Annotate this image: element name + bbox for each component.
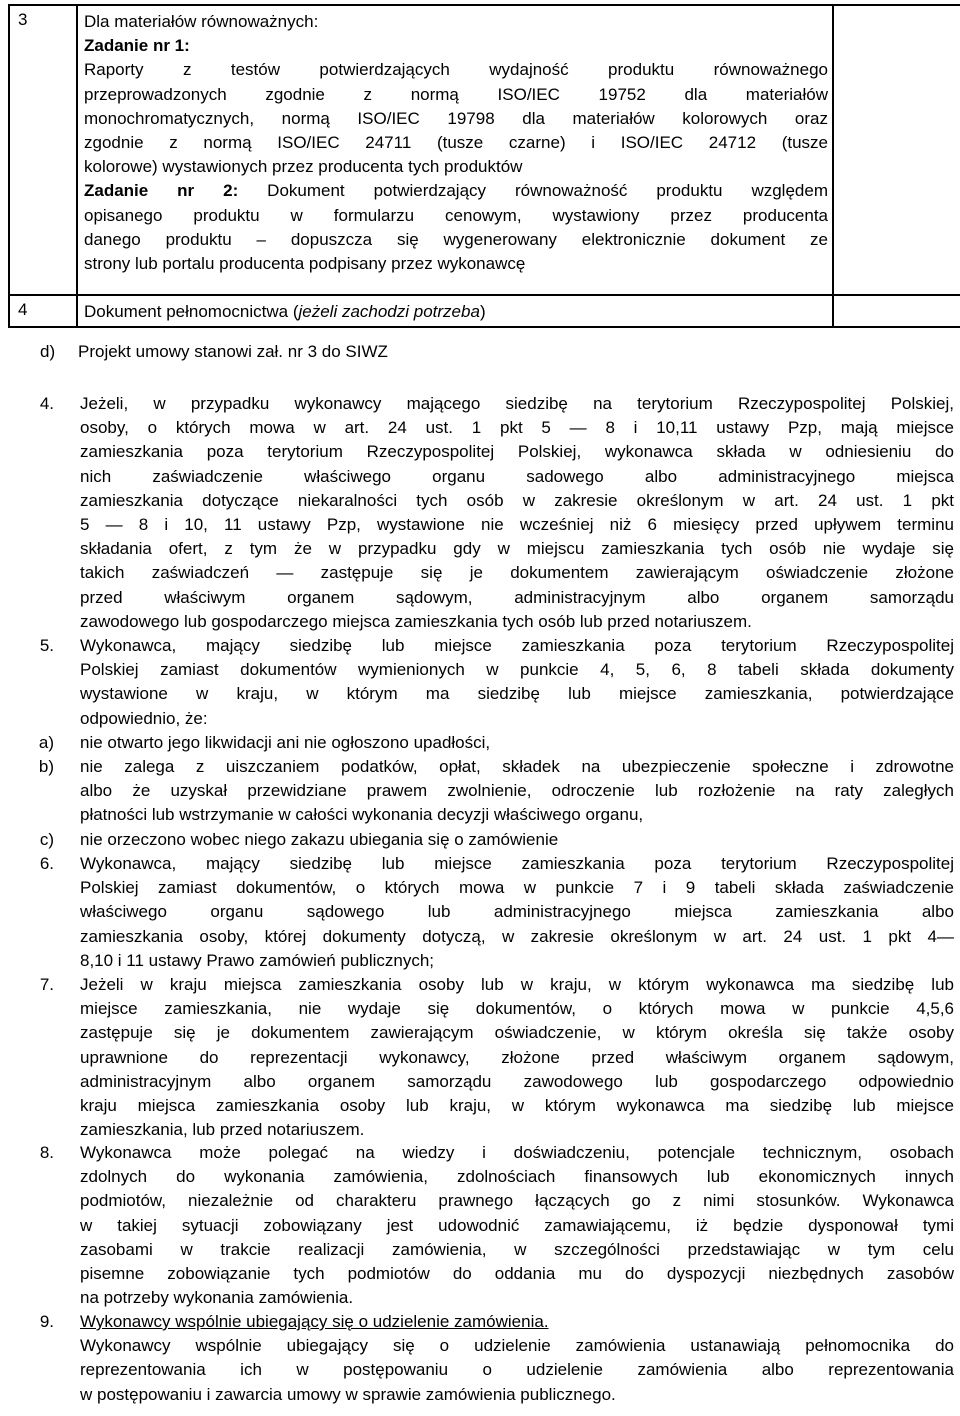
point-number: 8. xyxy=(39,1143,54,1162)
task2-line: opisanego produktu w formularzu cenowym, wystawiony przez producenta xyxy=(84,205,828,225)
table-row xyxy=(9,5,960,295)
sub-item-label: b) xyxy=(38,756,54,776)
point-line: składania ofert, z tym że w przypadku gdy w miejscu zamieszkania tych osób nie wydaje się xyxy=(80,539,954,559)
point-line: 8,10 i 11 ustawy Prawo zamówień publicznych; xyxy=(80,950,435,970)
task2-first-line xyxy=(84,179,828,203)
point-line: reprezentowania ich w postępowaniu o udzielenie zamówienia albo reprezentowania xyxy=(80,1360,954,1380)
point-7 xyxy=(0,973,960,1142)
sub-item-c xyxy=(0,828,960,852)
point-line: miejsce zamieszkania, nie wydaje się dokumentów, o których mowa w punkcie 4,5,6 xyxy=(80,999,954,1019)
sub-item-line: nie otwarto jego likwidacji ani nie ogłoszono upadłości, xyxy=(80,732,491,752)
task1-line: kolorowe) wystawionych przez producenta tych produktów xyxy=(84,157,523,177)
point-line: Wykonawca może polegać na wiedzy i doświadczeniu, potencjale technicznym, osobach xyxy=(80,1143,954,1162)
point-line: podmiotów, niezależnie od charakteru prawnego łączących go z nimi stosunków. Wykonawca xyxy=(80,1191,954,1211)
point-line: 5 — 8 i 10, 11 ustawy Pzp, wystawione nie wcześniej niż 6 miesięcy przed upływem terminu xyxy=(80,514,954,534)
task2-line: strony lub portalu producenta podpisany przez wykonawcę xyxy=(84,254,526,274)
point-line: Jeżeli w kraju miejsca zamieszkania osoby lub w kraju, w którym wykonawca ma siedzibę lub xyxy=(80,975,954,994)
point-line: przed właściwym organem sądowym, administracyjnym albo organem samorządu xyxy=(80,587,954,607)
point-line: pisemne zobowiązanie tych podmiotów do oddania mu do dyspozycji niezbędnych zasobów xyxy=(80,1263,954,1283)
task1-line: zgodnie z normą ISO/IEC 24711 (tusze czarne) i ISO/IEC 24712 (tusze xyxy=(84,133,828,153)
point-line: osoby, o których mowa w art. 24 ust. 1 pkt 5 — 8 i 10,11 ustawy Pzp, mają miejsce xyxy=(80,418,954,438)
sub-item-a xyxy=(0,731,960,755)
point-line: kraju miejsca zamieszkania osoby lub kraju, w którym wykonawca ma siedzibę lub miejsce xyxy=(80,1095,954,1115)
point-number: 4. xyxy=(39,394,54,413)
point-number: 7. xyxy=(39,975,54,994)
sub-item-label: c) xyxy=(39,829,54,849)
point-number: 5. xyxy=(39,636,54,655)
point-line: takich zaświadczeń — zastępuje się je dokumentem zawierającym oświadczenie złożone xyxy=(80,563,954,583)
point-line: na potrzeby wykonania zamówienia. xyxy=(80,1288,354,1308)
sub-item-line: płatności lub wstrzymanie w całości wykonania decyzji właściwego organu, xyxy=(80,805,644,825)
point-4 xyxy=(0,392,960,634)
task1-label: Zadanie nr 1: xyxy=(84,36,190,56)
row4-text xyxy=(84,300,828,324)
task1-line: Raporty z testów potwierdzających wydajność produktu równoważnego xyxy=(84,60,828,80)
point-line: Wykonawca, mający siedzibę lub miejsce zamieszkania poza terytorium Rzeczypospolitej xyxy=(80,636,954,655)
row-heading: Dla materiałów równoważnych: xyxy=(84,12,319,31)
point-line: odpowiednio, że: xyxy=(80,708,208,728)
point-line: Wykonawcy wspólnie ubiegający się o udzielenie zamówienia ustanawiają pełnomocnika do xyxy=(80,1336,954,1356)
sub-item-line: nie zalega z uiszczaniem podatków, opłat, składek na ubezpieczenie społeczne i zdrowotne xyxy=(80,756,954,776)
task2-label: Zadanie nr 2: xyxy=(84,181,239,201)
point-8 xyxy=(0,1141,960,1310)
point-line: Polskiej zamiast dokumentów, o których mowa w punkcie 7 i 9 tabeli składa zaświadczenie xyxy=(80,878,954,898)
point-line: zawodowego lub gospodarczego miejsca zamieszkania tych osób lub przed notariuszem. xyxy=(80,611,752,631)
point-number: 9. xyxy=(39,1312,54,1331)
point-line: zdolnych do wykonania zamówienia, zdolnościach finansowych lub ekonomicznych innych xyxy=(80,1167,954,1187)
requirements-table xyxy=(8,4,960,328)
point-number: 6. xyxy=(39,854,54,873)
point-line: Polskiej zamiast dokumentów wymienionych w punkcie 4, 5, 6, 8 tabeli składa dokumenty xyxy=(80,660,954,680)
point-9 xyxy=(0,1310,960,1407)
empty-cell xyxy=(833,5,960,295)
list-item xyxy=(0,634,960,731)
list-item xyxy=(0,1310,960,1407)
row-content xyxy=(77,295,833,327)
point-line: Wykonawca, mający siedzibę lub miejsce zamieszkania poza terytorium Rzeczypospolitej xyxy=(80,854,954,873)
point-line: administracyjnym albo organem samorządu zawodowego lub gospodarczego odpowiednio xyxy=(80,1071,954,1091)
row-number: 3 xyxy=(9,5,77,295)
point-line: zasobami w trakcie realizacji zamówienia, w szczególności przedstawiając w tym celu xyxy=(80,1239,954,1259)
point-line: Jeżeli, w przypadku wykonawcy mającego siedzibę na terytorium Rzeczypospolitej Polskiej, xyxy=(80,394,954,413)
list-item xyxy=(0,1141,960,1310)
task2-text: Dokument potwierdzający równoważność produktu względem xyxy=(267,181,828,201)
item-d xyxy=(40,340,388,364)
empty-cell xyxy=(833,295,960,327)
point-line: w postępowaniu i zawarcia umowy w sprawie zamówienia publicznego. xyxy=(80,1384,616,1404)
row4-text-italic: jeżeli zachodzi potrzeba xyxy=(298,302,480,321)
row4-text-after: ) xyxy=(479,302,486,321)
point-5 xyxy=(0,634,960,852)
task1-line: przeprowadzonych zgodnie z normą ISO/IEC 19752 dla materiałów xyxy=(84,84,828,104)
point-line: uprawnione do reprezentacji wykonawcy, złożone przed właściwym organem sądowym, xyxy=(80,1047,954,1067)
point-line: zamieszkania osoby, której dokumenty dotyczą, w zakresie określonym w art. 24 ust. 1 pkt 4— xyxy=(80,926,954,946)
point-line: nich zaświadczenie właściwego organu sadowego albo administracyjnego miejsca xyxy=(80,466,954,486)
point-line: zamieszkania poza terytorium Rzeczypospolitej Polskiej, wykonawca składa w odniesieniu do xyxy=(80,442,954,462)
item-d-text: Projekt umowy stanowi zał. nr 3 do SIWZ xyxy=(78,342,388,361)
point-line: zastępuje się je dokumentem zawierającym oświadczenie, w którym określa się także osoby xyxy=(80,1023,954,1043)
point-line: zamieszkania, lub przed notariuszem. xyxy=(80,1120,365,1140)
task2-line: danego produktu – dopuszcza się wygenerowany elektronicznie dokument ze xyxy=(84,229,828,249)
list-item xyxy=(0,392,960,634)
row-content xyxy=(77,5,833,295)
sub-item-line: nie orzeczono wobec niego zakazu ubiegania się o zamówienie xyxy=(80,829,559,849)
row4-text-before: Dokument pełnomocnictwa ( xyxy=(84,302,299,321)
row-number: 4 xyxy=(9,295,77,327)
point-line: wystawione w kraju, w którym ma siedzibę lub miejsce zamieszkania, potwierdzające xyxy=(80,684,954,704)
point-line: właściwego organu sądowego lub administracyjnego miejsca zamieszkania albo xyxy=(80,902,954,922)
sub-item-label: a) xyxy=(38,732,54,752)
point-6 xyxy=(0,852,960,973)
point-line: zamieszkania dotyczące niekaralności tych osób w zakresie określonym w art. 24 ust. 1 pkt xyxy=(80,490,954,510)
item-d-label: d) xyxy=(40,342,56,361)
sub-item-line: albo że uzyskał przewidziane prawem zwolnienie, odroczenie lub rozłożenie na raty zaległych xyxy=(80,781,954,801)
table-row xyxy=(9,295,960,327)
point-heading: Wykonawcy wspólnie ubiegający się o udzielenie zamówienia. xyxy=(80,1312,549,1331)
sub-item-b xyxy=(0,755,960,828)
list-item xyxy=(0,973,960,1142)
task1-line: monochromatycznych, normą ISO/IEC 19798 dla materiałów kolorowych oraz xyxy=(84,108,828,128)
point-line: w takiej sytuacji zobowiązany jest udowodnić zamawiającemu, iż będzie dysponował tymi xyxy=(80,1215,954,1235)
list-item xyxy=(0,852,960,973)
